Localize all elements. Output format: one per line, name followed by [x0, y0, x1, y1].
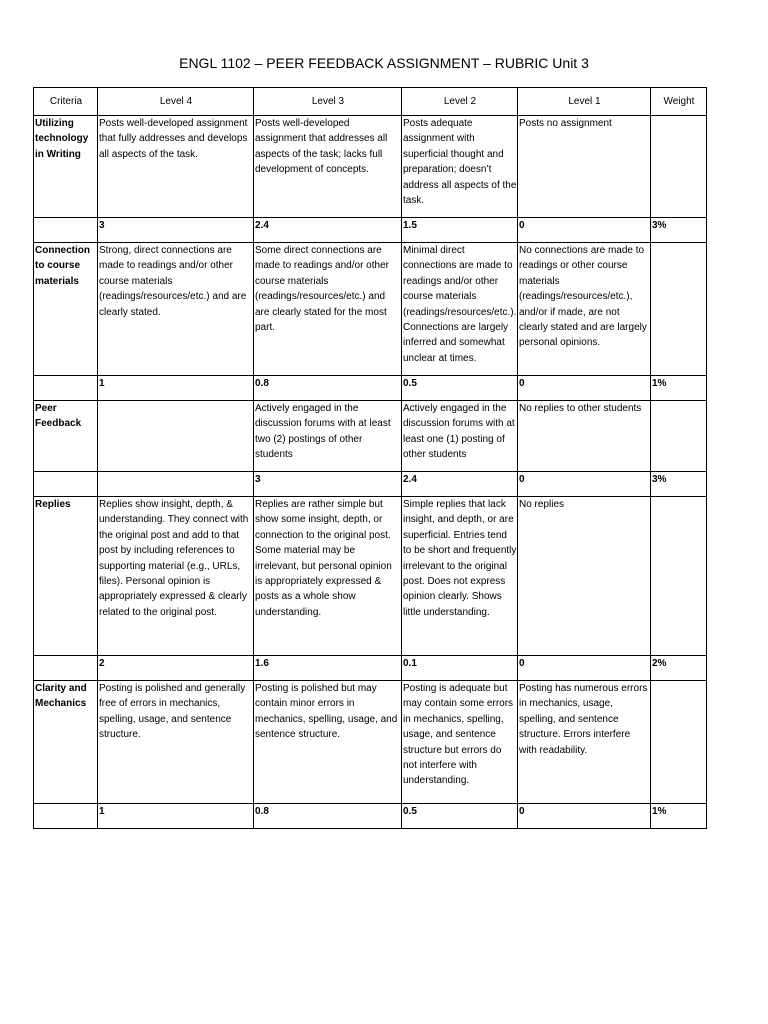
score-blank-cell: [34, 804, 98, 829]
header-level-2: Level 2: [402, 88, 518, 116]
criterion-row: [34, 243, 707, 376]
level-4-description: Posting is polished and generally free of errors in mechanics, spelling, usage, and sentence structure.: [98, 681, 254, 804]
level-1-score: 0: [518, 218, 651, 243]
level-3-score: 0.8: [254, 804, 402, 829]
weight-value: 2%: [651, 656, 707, 681]
score-blank-cell: [34, 376, 98, 401]
level-4-description: Posts well-developed assignment that fully addresses and develops all aspects of the task.: [98, 116, 254, 218]
level-4-description: Replies show insight, depth, & understanding. They connect with the original post and add to that post by including references to supporting material (e.g., URLs, files). Personal opinion is appropriately expressed & clearly related to the original post.: [98, 497, 254, 656]
level-2-score: 2.4: [402, 472, 518, 497]
header-level-3: Level 3: [254, 88, 402, 116]
score-blank-cell: [34, 218, 98, 243]
level-3-description: Posting is polished but may contain minor errors in mechanics, spelling, usage, and sentence structure.: [254, 681, 402, 804]
level-2-description: Minimal direct connections are made to readings and/or other course materials (readings/resources/etc.). Connections are largely inferred and somewhat unclear at times.: [402, 243, 518, 376]
level-2-score: 0.5: [402, 804, 518, 829]
level-4-score: 1: [98, 804, 254, 829]
score-row: [34, 656, 707, 681]
weight-blank-cell: [651, 116, 707, 218]
header-criteria: Criteria: [34, 88, 98, 116]
level-1-score: 0: [518, 376, 651, 401]
weight-value: 3%: [651, 472, 707, 497]
level-3-description: Replies are rather simple but show some insight, depth, or connection to the original post. Some material may be irrelevant, but personal opinion is appropriately expressed & posts as a whole show understanding.: [254, 497, 402, 656]
score-row: [34, 376, 707, 401]
criterion-name: Replies: [34, 497, 98, 656]
criterion-name: Clarity and Mechanics: [34, 681, 98, 804]
weight-blank-cell: [651, 681, 707, 804]
level-1-description: No replies: [518, 497, 651, 656]
header-row: [34, 88, 707, 116]
criterion-name: Peer Feedback: [34, 401, 98, 472]
score-blank-cell: [34, 472, 98, 497]
weight-blank-cell: [651, 401, 707, 472]
level-3-description: Actively engaged in the discussion forums with at least two (2) postings of other students: [254, 401, 402, 472]
score-row: [34, 804, 707, 829]
rubric-table: [33, 87, 707, 829]
criterion-row: [34, 116, 707, 218]
level-1-description: No replies to other students: [518, 401, 651, 472]
criterion-row: [34, 497, 707, 656]
score-row: [34, 218, 707, 243]
level-2-score: 0.5: [402, 376, 518, 401]
level-1-score: 0: [518, 472, 651, 497]
weight-value: 1%: [651, 804, 707, 829]
level-1-description: Posts no assignment: [518, 116, 651, 218]
level-4-description: [98, 401, 254, 472]
weight-value: 3%: [651, 218, 707, 243]
score-row: [34, 472, 707, 497]
level-3-score: 2.4: [254, 218, 402, 243]
criterion-row: [34, 681, 707, 804]
level-1-description: No connections are made to readings or other course materials (readings/resources/etc.), and/or if made, are not clearly stated and are largely personal opinions.: [518, 243, 651, 376]
weight-blank-cell: [651, 497, 707, 656]
level-4-score: 2: [98, 656, 254, 681]
score-blank-cell: [34, 656, 98, 681]
level-2-description: Simple replies that lack insight, and depth, or are superficial. Entries tend to be short and frequently irrelevant to the original post. Does not express opinion clearly. Shows little understanding.: [402, 497, 518, 656]
level-2-score: 1.5: [402, 218, 518, 243]
level-3-description: Posts well-developed assignment that addresses all aspects of the task; lacks full development of concepts.: [254, 116, 402, 218]
header-level-4: Level 4: [98, 88, 254, 116]
level-2-description: Actively engaged in the discussion forums with at least one (1) posting of other students: [402, 401, 518, 472]
header-level-1: Level 1: [518, 88, 651, 116]
level-4-score: 3: [98, 218, 254, 243]
level-3-description: Some direct connections are made to readings and/or other course materials (readings/resources/etc.) and are clearly stated for the most part.: [254, 243, 402, 376]
level-2-description: Posting is adequate but may contain some errors in mechanics, spelling, usage, and sentence structure but errors do not interfere with understanding.: [402, 681, 518, 804]
criterion-name: Connection to course materials: [34, 243, 98, 376]
level-3-score: 0.8: [254, 376, 402, 401]
weight-value: 1%: [651, 376, 707, 401]
level-2-score: 0.1: [402, 656, 518, 681]
level-1-score: 0: [518, 804, 651, 829]
criterion-name: Utilizing technology in Writing: [34, 116, 98, 218]
header-weight: Weight: [651, 88, 707, 116]
level-4-description: Strong, direct connections are made to readings and/or other course materials (readings/resources/etc.) and are clearly stated.: [98, 243, 254, 376]
weight-blank-cell: [651, 243, 707, 376]
level-2-description: Posts adequate assignment with superficial thought and preparation; doesn’t address all aspects of the task.: [402, 116, 518, 218]
level-1-score: 0: [518, 656, 651, 681]
document-title: ENGL 1102 – PEER FEEDBACK ASSIGNMENT – RUBRIC Unit 3: [179, 55, 589, 71]
level-3-score: 1.6: [254, 656, 402, 681]
level-4-score: 1: [98, 376, 254, 401]
level-4-score: [98, 472, 254, 497]
level-3-score: 3: [254, 472, 402, 497]
level-1-description: Posting has numerous errors in mechanics, usage, spelling, and sentence structure. Errors interfere with readability.: [518, 681, 651, 804]
criterion-row: [34, 401, 707, 472]
